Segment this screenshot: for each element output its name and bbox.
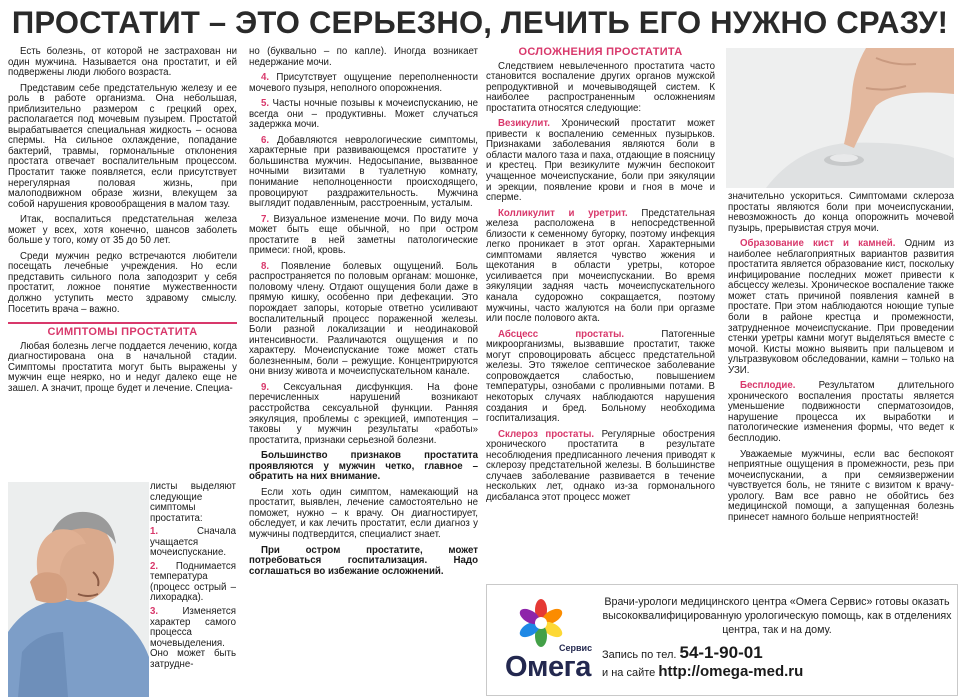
- bold-note-2: При остром простатите, может потребоваться госпитализация. Надо соглашаться во избежание осложнений.: [249, 544, 478, 577]
- symptom-6-text: Добавляются неврологические симптомы, характерные при развивающемся простатите у большинства мужчин. Недосыпание, вызванное ночными визитами в туалетную комнату, понимание неполноценности происходящего, провоцируют раздражительность. Мужчина выглядит подавленным, расстроенным, усталым.: [249, 134, 478, 210]
- ad-phone-line: [602, 643, 952, 663]
- symptom-8-number: 8.: [261, 260, 270, 272]
- doctor-paragraph: Среди мужчин редко встречаются любители посещать лечебные учреждения. Но если представить сильного пола заподозрит у себя простатит, ложное понятие мужественности должно уступить место здравому смыслу. Посетить врача – важно.: [8, 250, 237, 315]
- colliculitis-text: Предстательная железа расположена в непосредственной близости к семенному бугорку, поэтому инфекция легко проникает в этот орган. Характерными симптомами является чувство жжения и щекотания в области уретры, которое усиливается при мочеиспускании. Во время эякуляции задняя часть мочеиспускательного канала судорожно сокращается, поэтому мужчины, часто жалуются на боли при оргазме или после полового акта.: [486, 207, 715, 325]
- symptom-1-number: 1.: [150, 526, 159, 538]
- omega-logo: [499, 593, 599, 688]
- page-headline: ПРОСТАТИТ – ЭТО СЕРЬЕЗНО, ЛЕЧИТЬ ЕГО НУЖНО СРАЗУ!: [11, 4, 949, 40]
- intro-paragraph: Есть болезнь, от которой не застрахован ни один мужчина. Называется она простатит, и ей подвержены люди любого возраста.: [8, 46, 237, 79]
- symptom-4-number: 4.: [261, 72, 270, 84]
- cysts-title: Образование кист и камней.: [740, 238, 896, 250]
- symptom-9-text: Сексуальная дисфункция. На фоне перечисленных нарушений возникают расстройства сексуальной функции. Ранняя эякуляция, проблемы с эрекцией, импотенция – таковы у мужчин результаты «работы» простатита, признаки серьезной болезни.: [249, 381, 478, 446]
- symptoms-intro: Любая болезнь легче поддается лечению, когда диагностирована она в начальной стадии. Симптомы простатита могут быть выражены у мужчин еще неярко, но и недуг далеко еще не зашел. А значит, проще будет и лечение. Специа-: [8, 340, 237, 394]
- complications-intro: Следствием невылеченного простатита часто становится воспаление других органов мужской репродуктивной и мочевыводящей систем. К наиболее распространенным осложнениям простатита относятся следующие:: [486, 60, 715, 114]
- column-3: [486, 47, 715, 503]
- symptom-5-number: 5.: [261, 98, 270, 110]
- symptom-5-text: Часты ночные позывы к мочеиспусканию, не всегда они – продуктивны. Может случаться задержка мочи.: [249, 98, 478, 131]
- symptom-4-text: Присутствует ощущение переполненности мочевого пузыря, неполного опорожнения.: [249, 72, 478, 94]
- logo-name: Омега: [505, 651, 591, 683]
- clinic-ad-box: [486, 584, 958, 696]
- symptom-7-text: Визуальное изменение мочи. По виду моча может быть еще обычной, но при остром простатите в ней заметны патологические примеси: гной, кровь.: [249, 213, 478, 257]
- complications-heading: ОСЛОЖНЕНИЯ ПРОСТАТИТА: [518, 46, 683, 58]
- symptom-7-number: 7.: [261, 213, 270, 225]
- logo-subtitle: Сервис: [559, 643, 593, 653]
- age-paragraph: Итак, воспалиться предстательная железа может у всех, хотя конечно, шансов заболеть больше у того, кому от 35 до 50 лет.: [8, 214, 237, 247]
- final-appeal: Уважаемые мужчины, если вас беспокоят неприятные ощущения в промежности, резь при мочеиспускании, а при семяизвержении чувствуется боль, не тяните с визитом к врачу-урологу. Вам все равно не обойтись без медицинской помощи, а запущенная болезнь принесет намного больше неприятностей!: [728, 448, 954, 523]
- man-silhouette-icon: [8, 482, 149, 697]
- vesiculitis-title: Везикулит.: [498, 118, 550, 130]
- sclerosis-cont: значительно ускориться. Симптомами склероза простаты являются боли при мочеиспускании, невозможность до конца опорожнить мочевой пузырь, прерывистая струя мочи.: [728, 191, 954, 234]
- anatomy-paragraph: Представим себе предстательную железу и ее роль в работе организма. Она небольшая, приблизительно размером с грецкий орех, располагается под мочевым пузырем. Простатой вырабатывается специальная жидкость – основа спермы. На сильное охлаждение, попадание бактерий, травмы, гормональные отклонения простата отвечает воспалительным процессом. Простатит также появляется, если присутствует нерегулярная половая жизнь, при малоподвижном образе жизни, влекущем за собой нарушения кровообращения в малом тазу.: [8, 82, 237, 210]
- colliculitis-title: Колликулит и уретрит.: [498, 207, 628, 219]
- abscess-text: Патогенные микроорганизмы, вызвавшие простатит, также могут спровоцировать абсцесс предстательной железы. Это тяжелое септическое заболевание сопровождается слабостью, повышением температуры, ознобами с проливными потами. В некоторых случаях наблюдаются нарушения создания и бред. Больному необходима госпитализация.: [486, 328, 715, 425]
- symptoms-heading: СИМПТОМЫ ПРОСТАТИТА: [8, 322, 237, 338]
- symptom-3-cont: но (буквально – по капле). Иногда возникает недержание мочи.: [249, 46, 478, 68]
- sclerosis-title: Склероз простаты.: [498, 428, 595, 440]
- column-1: [8, 47, 237, 394]
- site-label: и на сайте: [602, 667, 656, 679]
- symptom-2-number: 2.: [150, 560, 159, 572]
- logo-center: [535, 617, 547, 629]
- vesiculitis-text: Хронический простатит может привести к воспалению семенных пузырьков. Признаками заболевания являются боли в области малого таза и паха, отдающие в поясницу и крестец. При везикулите мужчин беспокоит учащенное мочеиспускание, боли при эякуляции и эрекции, появление крови и гноя в моче и сперме.: [486, 118, 715, 204]
- symptom-2-text: Поднимается температура (процесс острый – лихорадка).: [150, 560, 236, 604]
- symptom-9-number: 9.: [261, 381, 270, 393]
- cysts-text: Одним из наиболее неблагоприятных вариантов развития простатита является образование кист, поскольку инфицирование последних может привести к абсцессу железы. Хроническое воспаление также может стать причиной появления камней в простате. При этом наблюдаются ноющие тупые боли в районе крестца и промежности, затрудненное мочеиспускание. При проведении стенки уретры камни могут выделяться вместе с мочой. Кисты можно выявить при пальцевом и ультразвуковом обследовании, камни – только на УЗИ.: [728, 238, 954, 376]
- hand-flush-photo: [726, 48, 954, 188]
- site-link[interactable]: http://omega-med.ru: [658, 663, 804, 680]
- symptoms-wrap-text: листы выделяют следующие симптомы простатита:: [150, 481, 236, 524]
- infertility-title: Бесплодие.: [740, 380, 796, 392]
- sclerosis-text: Регулярные обострения хронического простатита в результате несоблюдения предписанного лечения приводят к склерозу предстательной железы. В большинстве случаев заболевание развивается в течение нескольких лет, однако из-за гормонального дисбаланса этот процесс может: [486, 428, 715, 503]
- symptom-3-text: Изменяется характер самого процесса мочевыделения. Оно может быть затрудне-: [150, 606, 236, 670]
- doctor-advice: Если хоть один симптом, намекающий на простатит, выявлен, лечение самостоятельно не поможет, нужно – к врачу. Он диагностирует, обследует, и как лечить простатит, если диагноз у мужчины подтвердится, специалист знает.: [249, 486, 478, 540]
- symptom-1-text: Сначала учащается мочеиспускание.: [150, 526, 236, 559]
- column-4: [728, 192, 954, 523]
- bold-note-1: Большинство признаков простатита проявляются у мужчин четко, главное – обратить на них внимание.: [249, 450, 478, 483]
- symptoms-list-wrap: [150, 482, 236, 670]
- symptom-3-number: 3.: [150, 606, 159, 618]
- hand-flush-icon: [726, 48, 954, 188]
- infertility-text: Результатом длительного хронического воспаления простаты является уменьшение подвижности сперматозоидов, нарушение процесса их выработки и патологические изменения формы, что ведет к бесплодию.: [728, 380, 954, 445]
- symptom-6-number: 6.: [261, 134, 270, 146]
- symptom-8-text: Появление болевых ощущений. Боль распространяется по половым органам: мошонке, половому члену. Отдают ощущения боли даже в прямую кишку, особенно при дефекации. Это порождает запоры, которые ответно усиливают воспалительный процесс пораженной железы. Боли разной локализации и неодинаковой интенсивности. Различаются ощущения и по характеру. Мочеиспускание тоже может стать болезненным, боли – режущие. Концентрируются они внизу живота и мочеиспускательном канале.: [249, 260, 478, 378]
- abscess-title: Абсцесс простаты.: [498, 328, 625, 340]
- ad-site-line: [602, 663, 952, 680]
- ad-text: Врачи-урологи медицинского центра «Омега Сервис» готовы оказать высококвалифицированную урологическую помощь, как в отделениях центра, так и на дому.: [602, 596, 952, 636]
- phone-label: Запись по тел.: [602, 649, 677, 661]
- man-headache-photo: [8, 482, 149, 697]
- column-2: [249, 47, 478, 577]
- phone-number[interactable]: 54-1-90-01: [679, 643, 763, 662]
